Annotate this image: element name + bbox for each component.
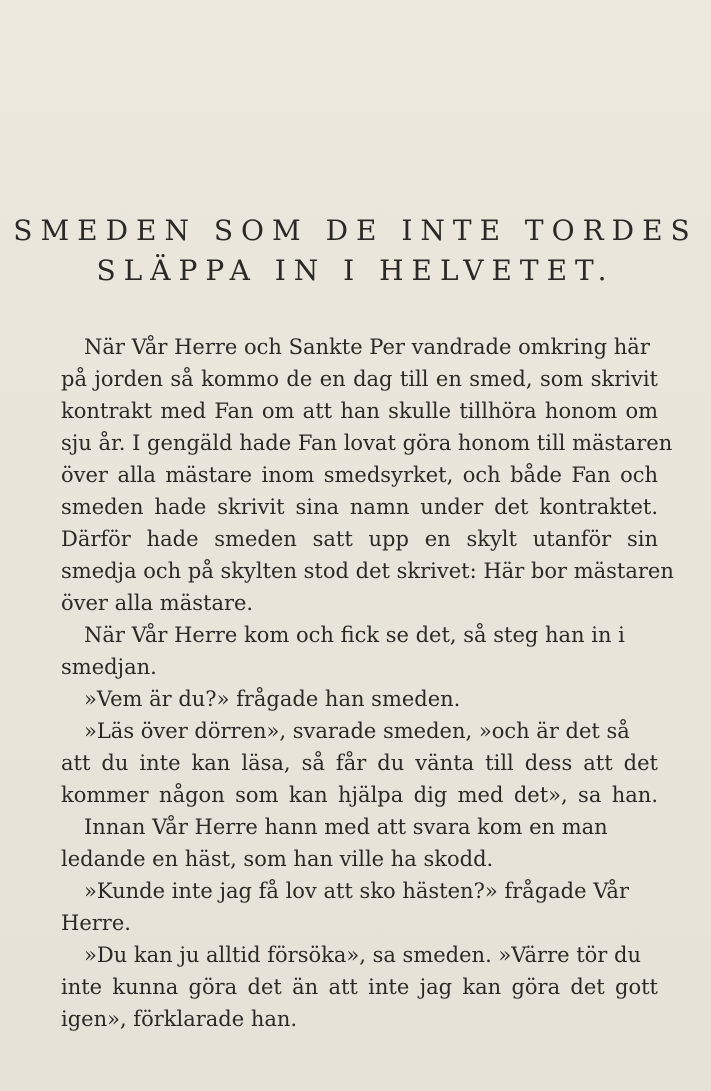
text-line: över alla mästare. (61, 591, 254, 615)
text-line: inte kunna göra det än att inte jag kan göra det gott (61, 975, 658, 999)
chapter-title-line-2: SLÄPPA IN I HELVETET. (96, 254, 615, 287)
text-line: smedjan. (61, 655, 157, 679)
text-line: Innan Vår Herre hann med att svara kom en man (84, 815, 608, 839)
text-line: Herre. (61, 911, 131, 935)
text-line: »Vem är du?» frågade han smeden. (84, 687, 461, 711)
text-line: över alla mästare inom smedsyrket, och både Fan och (61, 463, 658, 487)
text-line: När Vår Herre och Sankte Per vandrade omkring här (84, 335, 650, 359)
text-line: kommer någon som kan hjälpa dig med det», sa han. (61, 783, 658, 807)
text-line: att du inte kan läsa, så får du vänta till dess att det (61, 751, 658, 775)
text-line: kontrakt med Fan om att han skulle tillhöra honom om (61, 399, 658, 423)
chapter-title-line-1: SMEDEN SOM DE INTE TORDES (13, 214, 698, 247)
text-line: ledande en häst, som han ville ha skodd. (61, 847, 494, 871)
text-line: Därför hade smeden satt upp en skylt utanför sin (61, 527, 658, 551)
text-line: »Du kan ju alltid försöka», sa smeden. »Värre tör du (84, 943, 641, 967)
text-line: När Vår Herre kom och fick se det, så steg han in i (84, 623, 625, 647)
text-line: smeden hade skrivit sina namn under det kontraktet. (61, 495, 658, 519)
text-line: »Läs över dörren», svarade smeden, »och är det så (84, 719, 630, 743)
text-line: sju år. I gengäld hade Fan lovat göra honom till mästaren (61, 431, 673, 455)
text-line: »Kunde inte jag få lov att sko hästen?» frågade Vår (84, 879, 629, 903)
text-line: smedja och på skylten stod det skrivet: Här bor mästaren (61, 559, 674, 583)
text-line: igen», förklarade han. (61, 1007, 298, 1031)
text-line: på jorden så kommo de en dag till en smed, som skrivit (61, 367, 658, 391)
